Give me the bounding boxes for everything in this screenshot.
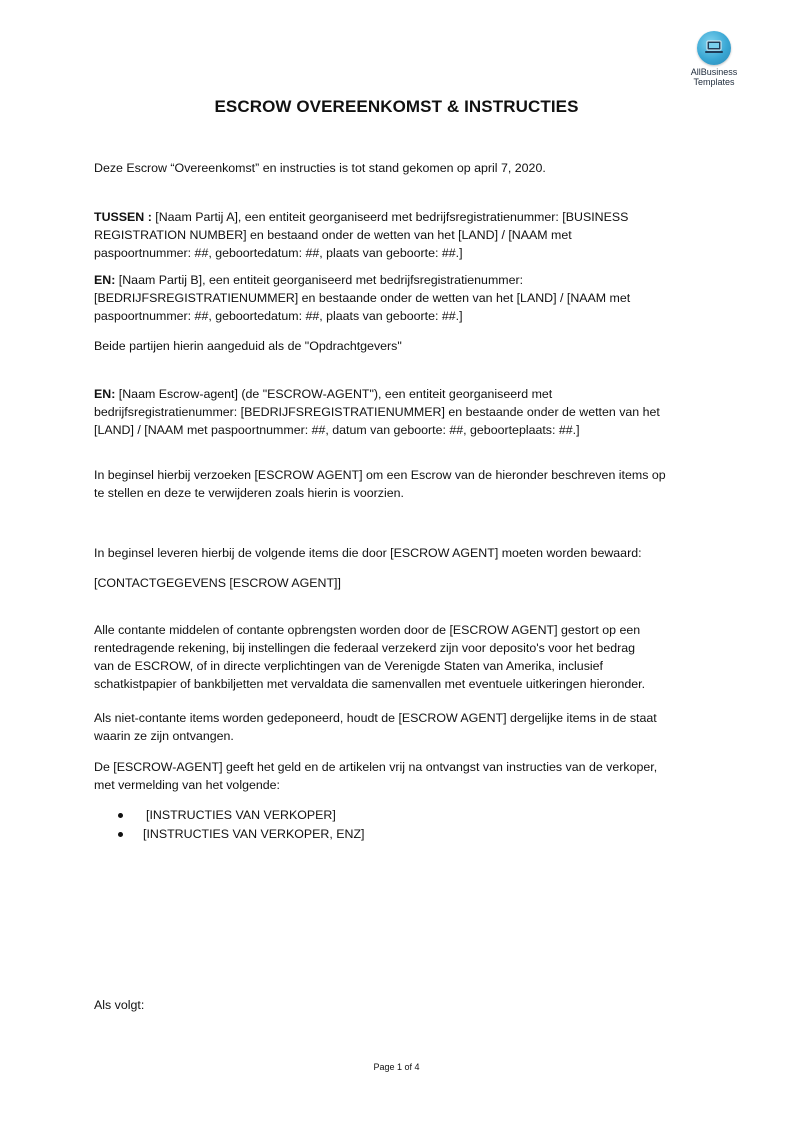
- request-paragraph: [94, 466, 706, 502]
- party-b-label: EN:: [94, 273, 116, 287]
- request-line2: te stellen en deze te verwijderen zoals hierin is voorzien.: [94, 486, 404, 500]
- escrow-agent-paragraph: [94, 385, 706, 439]
- list-item-text: [INSTRUCTIES VAN VERKOPER, ENZ]: [143, 827, 365, 841]
- request-line1: In beginsel hierbij verzoeken [ESCROW AGENT] om een Escrow van de hieronder beschreven items op: [94, 468, 666, 482]
- cash-line4: schatkistpapier of bankbiljetten met vervaldata die samenvallen met eventuele uitkeringen hieronder.: [94, 677, 646, 691]
- logo-text-line1: AllBusiness: [690, 67, 738, 77]
- as-follows-text: Als volgt:: [94, 998, 145, 1012]
- cash-paragraph: [94, 621, 706, 693]
- party-b-line1: [94, 271, 706, 289]
- intro-paragraph: Deze Escrow “Overeenkomst” en instructies is tot stand gekomen op april 7, 2020.: [94, 161, 546, 175]
- party-a-line1: [94, 208, 706, 226]
- party-a-text-line1: [Naam Partij A], een entiteit georganiseerd met bedrijfsregistratienummer: [BUSINESS: [151, 210, 629, 224]
- noncash-line2: waarin ze zijn ontvangen.: [94, 729, 234, 743]
- laptop-icon: [697, 31, 731, 65]
- escrow-agent-line2: bedrijfsregistratienummer: [BEDRIJFSREGISTRATIENUMMER] en bestaande onder de wetten van het: [94, 405, 660, 419]
- document-title: ESCROW OVEREENKOMST & INSTRUCTIES: [214, 97, 579, 116]
- bullet-icon: [118, 813, 123, 818]
- party-a-line3: paspoortnummer: ##, geboortedatum: ##, plaats van geboorte: ##.]: [94, 246, 463, 260]
- instructions-list: [94, 806, 706, 844]
- noncash-line1: Als niet-contante items worden gedeponeerd, houdt de [ESCROW AGENT] dergelijke items in de staat: [94, 711, 657, 725]
- logo: [682, 31, 746, 87]
- deliver-paragraph: In beginsel leveren hierbij de volgende items die door [ESCROW AGENT] moeten worden bewaard:: [94, 546, 642, 560]
- logo-text: [682, 67, 746, 87]
- logo-text-line2: Templates: [693, 77, 735, 87]
- party-a-paragraph: [94, 208, 706, 262]
- party-a-label: TUSSEN :: [94, 210, 152, 224]
- cash-line1: Alle contante middelen of contante opbrengsten worden door de [ESCROW AGENT] gestort op een: [94, 623, 641, 637]
- list-item: [94, 825, 706, 844]
- contact-placeholder: [CONTACTGEGEVENS [ESCROW AGENT]]: [94, 576, 341, 590]
- noncash-paragraph: [94, 709, 706, 745]
- cash-line3: van de ESCROW, of in directe verplichtingen van de Verenigde Staten van Amerika, inclusief: [94, 659, 603, 673]
- escrow-agent-text-line1: [Naam Escrow-agent] (de "ESCROW-AGENT"), een entiteit georganiseerd met: [115, 387, 553, 401]
- party-b-line2: [BEDRIJFSREGISTRATIENUMMER] en bestaande onder de wetten van het [LAND] / [NAAM met: [94, 291, 631, 305]
- bullet-icon: [118, 832, 123, 837]
- party-a-line2: REGISTRATION NUMBER] en bestaand onder de wetten van het [LAND] / [NAAM met: [94, 228, 572, 242]
- release-line2: met vermelding van het volgende:: [94, 778, 280, 792]
- escrow-agent-line3: [LAND] / [NAAM met paspoortnummer: ##, datum van geboorte: ##, geboorteplaats: ##.]: [94, 423, 580, 437]
- escrow-agent-label: EN:: [94, 387, 116, 401]
- party-b-paragraph: [94, 271, 706, 325]
- release-paragraph: [94, 758, 706, 794]
- both-parties-paragraph: Beide partijen hierin aangeduid als de "Opdrachtgevers": [94, 339, 402, 353]
- page-number: Page 1 of 4: [373, 1062, 420, 1072]
- list-item-text: [INSTRUCTIES VAN VERKOPER]: [146, 808, 336, 822]
- party-b-line3: paspoortnummer: ##, geboortedatum: ##, plaats van geboorte: ##.]: [94, 309, 463, 323]
- release-line1: De [ESCROW-AGENT] geeft het geld en de artikelen vrij na ontvangst van instructies van de verkoper,: [94, 760, 658, 774]
- list-item: [94, 806, 706, 825]
- escrow-agent-line1: [94, 385, 706, 403]
- cash-line2: rentedragende rekening, bij instellingen die federaal verzekerd zijn voor deposito's voor het bedrag: [94, 641, 636, 655]
- party-b-text-line1: [Naam Partij B], een entiteit georganiseerd met bedrijfsregistratienummer:: [115, 273, 524, 287]
